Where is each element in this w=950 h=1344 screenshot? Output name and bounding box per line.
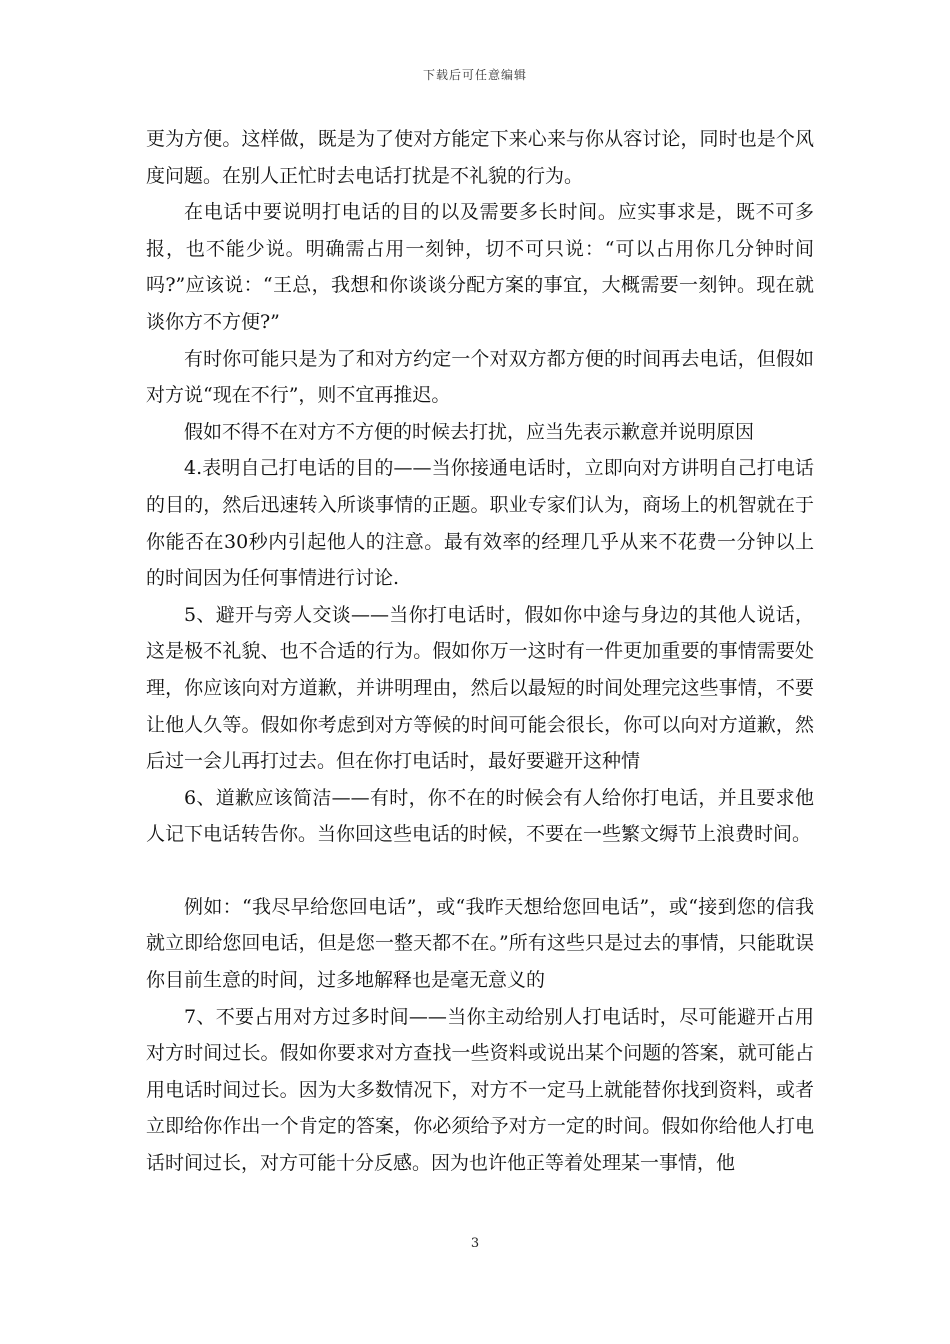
paragraph-item-4: 4.表明自己打电话的目的——当你接通电话时，立即向对方讲明自己打电话的目的，然后迅速转入所谈事情的正题。职业专家们认为，商场上的机智就在于你能否在30秒内引起他人的注意。最有效率的经理几乎从来不花费一分钟以上的时间因为任何事情进行讨论. [146,457,814,590]
page-number: 3 [470,1236,480,1251]
paragraph-arrange-time: 有时你可能只是为了和对方约定一个对双方都方便的时间再去电话，但假如对方说“现在不行”，则不宜再推迟。 [146,347,814,407]
paragraph-call-purpose: 在电话中要说明打电话的目的以及需要多长时间。应实事求是，既不可多报，也不能少说。明确需占用一刻钟，切不可只说：“可以占用你几分钟时间吗?”应该说：“王总，我想和你谈谈分配方案的事宜，大概需要一刻钟。现在就谈你方不方便?” [146,201,814,333]
paragraph-continuation: 更为方便。这样做，既是为了使对方能定下来心来与你从容讨论，同时也是个风度问题。在别人正忙时去电话打扰是不礼貌的行为。 [146,128,814,187]
paragraph-item-6: 6、道歉应该简洁——有时，你不在的时候会有人给你打电话，并且要求他人记下电话转告你。当你回这些电话的时候，不要在一些繁文缛节上浪费时间。 [146,786,814,846]
paragraph-apologize-first: 假如不得不在对方不方便的时候去打扰，应当先表示歉意并说明原因 [184,420,755,443]
page-header: 下载后可任意编辑 [422,68,527,82]
paragraph-item-5: 5、避开与旁人交谈——当你打电话时，假如你中途与身边的其他人说话，这是极不礼貌、也不合适的行为。假如你万一这时有一件更加重要的事情需要处理，你应该向对方道歉，并讲明理由，然后以最短的时间处理完这些事情，不要让他人久等。假如你考虑到对方等候的时间可能会很长，你可以向对方道歉，然后过一会儿再打过去。但在你打电话时，最好要避开这种情 [146,603,814,773]
paragraph-item-7: 7、不要占用对方过多时间——当你主动给别人打电话时，尽可能避开占用对方时间过长。假如你要求对方查找一些资料或说出某个问题的答案，就可能占用电话时间过长。因为大多数情况下，对方不一定马上就能替你找到资料，或者立即给你作出一个肯定的答案，你必须给予对方一定的时间。假如你给他人打电话时间过长，对方可能十分反感。因为也许他正等着处理某一事情，他 [146,1005,814,1175]
document-body [146,121,814,1182]
paragraph-example: 例如：“我尽早给您回电话”，或“我昨天想给您回电话”，或“接到您的信我就立即给您回电话，但是您一整天都不在。”所有这些只是过去的事情，只能耽误你目前生意的时间，过多地解释也是毫无意义的 [146,895,814,992]
